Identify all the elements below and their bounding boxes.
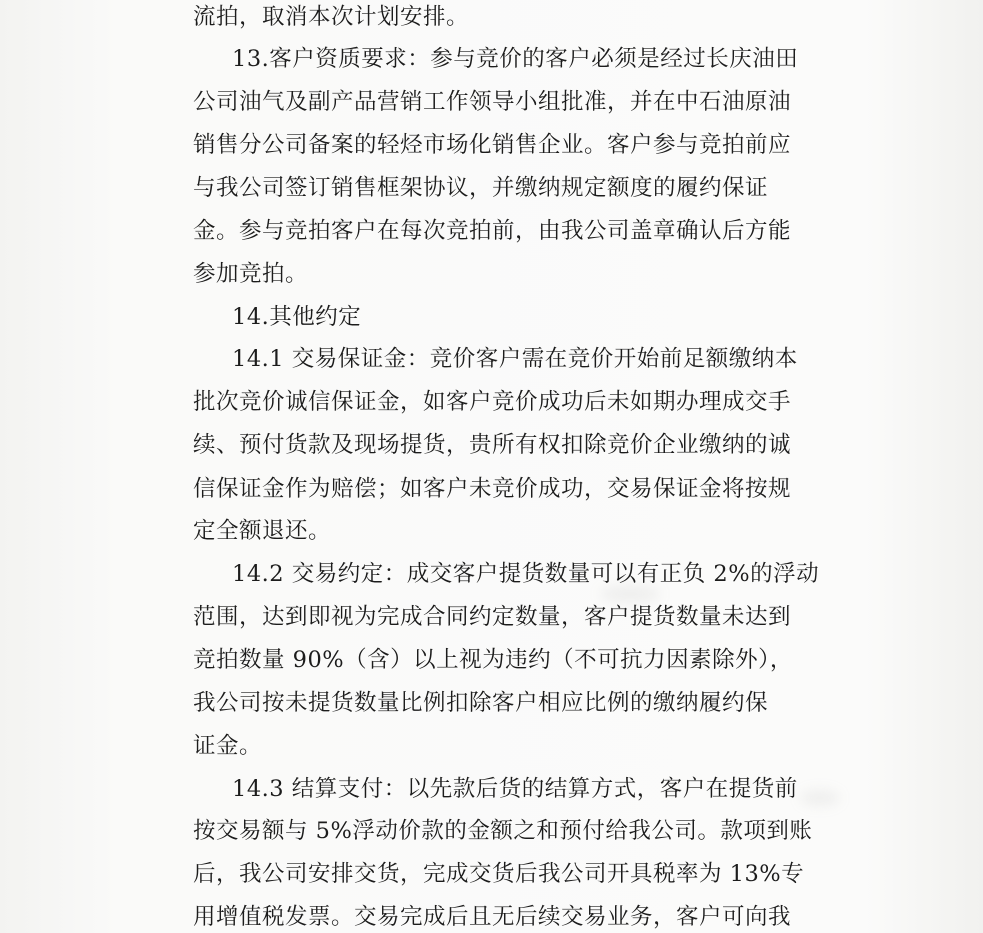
text-line: 竞拍数量 90%（含）以上视为违约（不可抗力因素除外），	[193, 647, 793, 673]
text-line: 用增值税发票。交易完成后且无后续交易业务，客户可向我	[193, 904, 792, 930]
text-line: 与我公司签订销售框架协议，并缴纳规定额度的履约保证	[193, 175, 769, 201]
text-line: 证金。	[193, 733, 263, 759]
text-line: 按交易额与 5%浮动价款的金额之和预付给我公司。款项到账	[193, 818, 813, 844]
text-line: 我公司按未提货数量比例扣除客户相应比例的缴纳履约保	[193, 690, 769, 716]
clause-14-heading: 14.其他约定	[232, 304, 362, 330]
clause-14-2-heading-line: 14.2 交易约定：成交客户提货数量可以有正负 2%的浮动	[232, 561, 820, 587]
text-line: 批次竞价诚信保证金，如客户竞价成功后未如期办理成交手	[193, 389, 792, 415]
text-line: 流拍，取消本次计划安排。	[193, 4, 470, 30]
text-line: 信保证金作为赔偿；如客户未竞价成功，交易保证金将按规	[193, 476, 792, 502]
clause-14-3-heading-line: 14.3 结算支付：以先款后货的结算方式，客户在提货前	[232, 776, 798, 802]
text-line: 销售分公司备案的轻烃市场化销售企业。客户参与竞拍前应	[193, 132, 792, 158]
text-line: 后，我公司安排交货，完成交货后我公司开具税率为 13%专	[193, 861, 805, 887]
text-line: 参加竞拍。	[193, 261, 309, 287]
clause-14-1-heading-line: 14.1 交易保证金：竞价客户需在竞价开始前足额缴纳本	[232, 346, 798, 372]
text-line: 金。参与竞拍客户在每次竞拍前，由我公司盖章确认后方能	[193, 218, 792, 244]
clause-13-heading-line: 13.客户资质要求：参与竞价的客户必须是经过长庆油田	[232, 46, 799, 72]
scan-smudge	[800, 790, 840, 806]
text-line: 定全额退还。	[193, 518, 332, 544]
text-line: 续、预付货款及现场提货，贵所有权扣除竞价企业缴纳的诚	[193, 432, 792, 458]
text-line: 范围，达到即视为完成合同约定数量，客户提货数量未达到	[193, 604, 792, 630]
text-line: 公司油气及副产品营销工作领导小组批准，并在中石油原油	[193, 89, 792, 115]
